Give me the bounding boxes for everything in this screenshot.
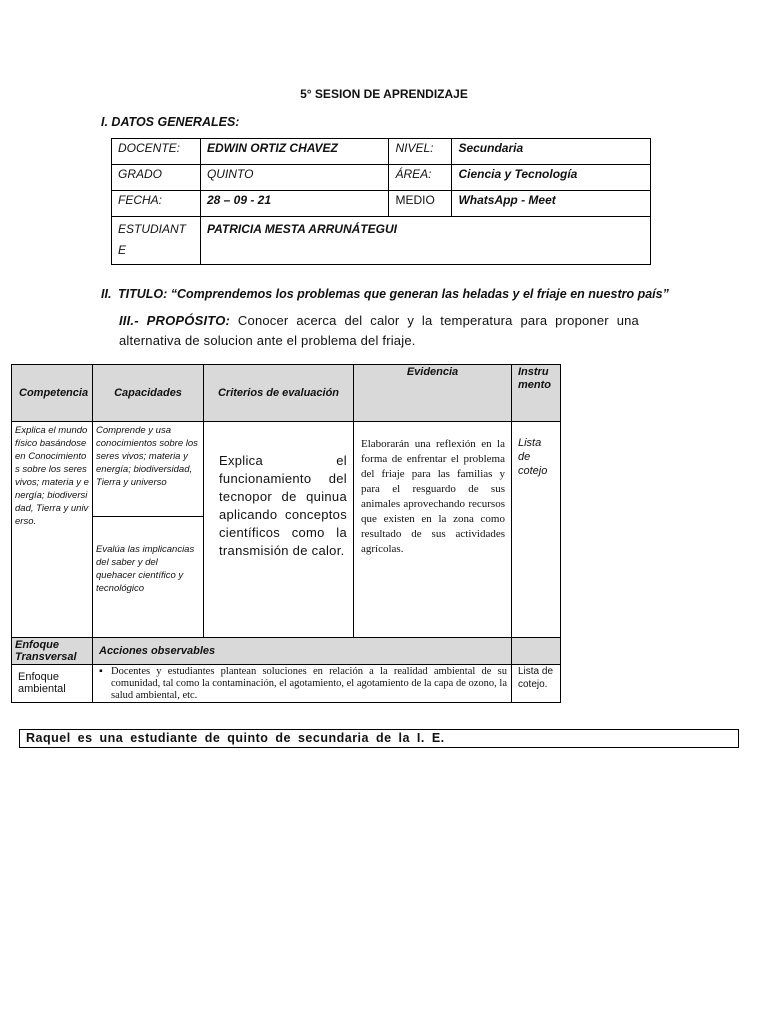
header-competencia-label: Competencia (19, 386, 89, 399)
list-item (99, 666, 507, 702)
table-row (112, 165, 651, 191)
bullet-icon: ▪ (99, 666, 103, 677)
competency-table (11, 364, 561, 703)
section-heading-datos-generales: I. DATOS GENERALES: (101, 115, 240, 129)
header-evidencia: Evidencia (354, 365, 512, 422)
area-value: Ciencia y Tecnología (452, 165, 651, 191)
fecha-value: 28 – 09 - 21 (200, 191, 389, 217)
header-instrumento (512, 365, 561, 422)
header-blank (512, 638, 561, 665)
grado-value: QUINTO (200, 165, 389, 191)
purpose-text: Conocer acerca del calor y la temperatura para proponer una alternativa de solucion ante el problema del friaje. (119, 313, 639, 348)
accion-text: Docentes y estudiantes plantean soluciones en relación a la realidad ambiental de su comunidad, tal como la contaminación, el agotamiento, el agotamiento de la capa de ozono, la salud ambiental, etc. (111, 666, 507, 701)
competencia-cell: Explica el mundo físico basándose en Conocimientos sobre los seres vivos; materia y energía; biodiversidad, Tierra y universo. (12, 422, 93, 638)
estudiante-label-line1: ESTUDIANT (118, 222, 187, 236)
docente-value: EDWIN ORTIZ CHAVEZ (200, 139, 389, 165)
accion-cell (93, 665, 512, 703)
estudiante-value: PATRICIA MESTA ARRUNÁTEGUI (200, 217, 650, 265)
header-capacidades: Capacidades (93, 365, 204, 422)
general-data-table (111, 138, 651, 265)
area-label: ÁREA: (389, 165, 452, 191)
section-number: II. (101, 287, 112, 301)
grado-label: GRADO (112, 165, 201, 191)
instrumento-cell: Lista de cotejo (512, 422, 561, 638)
header-enfoque: Enfoque Transversal (12, 638, 93, 665)
medio-value: WhatsApp - Meet (452, 191, 651, 217)
table-row (112, 217, 651, 265)
purpose-paragraph (119, 311, 639, 351)
estudiante-label-line2: E (118, 243, 127, 257)
fecha-label: FECHA: (112, 191, 201, 217)
header-acciones: Acciones observables (93, 638, 512, 665)
criterio-cell: Explica el funcionamiento del tecnopor de quinua aplicando conceptos científicos como la transmisión de calor. (204, 422, 354, 638)
section-heading-titulo (101, 287, 669, 301)
evidencia-cell: Elaborarán una reflexión en la forma de enfrentar el problema del friaje para las familias y para el resguardo de sus animales aprovechando recursos que existen en la zona como resultado de sus actividades agrícolas. (354, 422, 512, 638)
capacidad-1: Comprende y usa conocimientos sobre los seres vivos; materia y energía; biodiversidad, Tierra y universo (93, 422, 204, 517)
table-row (12, 665, 561, 703)
case-text-box: Raquel es una estudiante de quinto de secundaria de la I. E. (19, 729, 739, 748)
purpose-label: III.- PROPÓSITO: (119, 313, 231, 328)
docente-label: DOCENTE: (112, 139, 201, 165)
medio-label: MEDIO (389, 191, 452, 217)
titulo-text: TITULO: “Comprendemos los problemas que generan las heladas y el friaje en nuestro país” (118, 287, 669, 301)
table-row (112, 191, 651, 217)
table-row (12, 422, 561, 517)
nivel-value: Secundaria (452, 139, 651, 165)
table-row (12, 638, 561, 665)
capacidad-2: Evalúa las implicancias del saber y del quehacer científico y tecnológico (93, 517, 204, 638)
enfoque-cell: Enfoque ambiental (12, 665, 93, 703)
estudiante-label (112, 217, 201, 265)
page-title: 5° SESION DE APRENDIZAJE (300, 87, 468, 101)
table-row (12, 365, 561, 422)
instrumento-2-cell: Lista de cotejo. (512, 665, 561, 703)
table-row (112, 139, 651, 165)
nivel-label: NIVEL: (389, 139, 452, 165)
header-criterios: Criterios de evaluación (204, 365, 354, 422)
header-instrumento-label: Instrumento (518, 366, 551, 391)
header-competencia (12, 365, 93, 422)
